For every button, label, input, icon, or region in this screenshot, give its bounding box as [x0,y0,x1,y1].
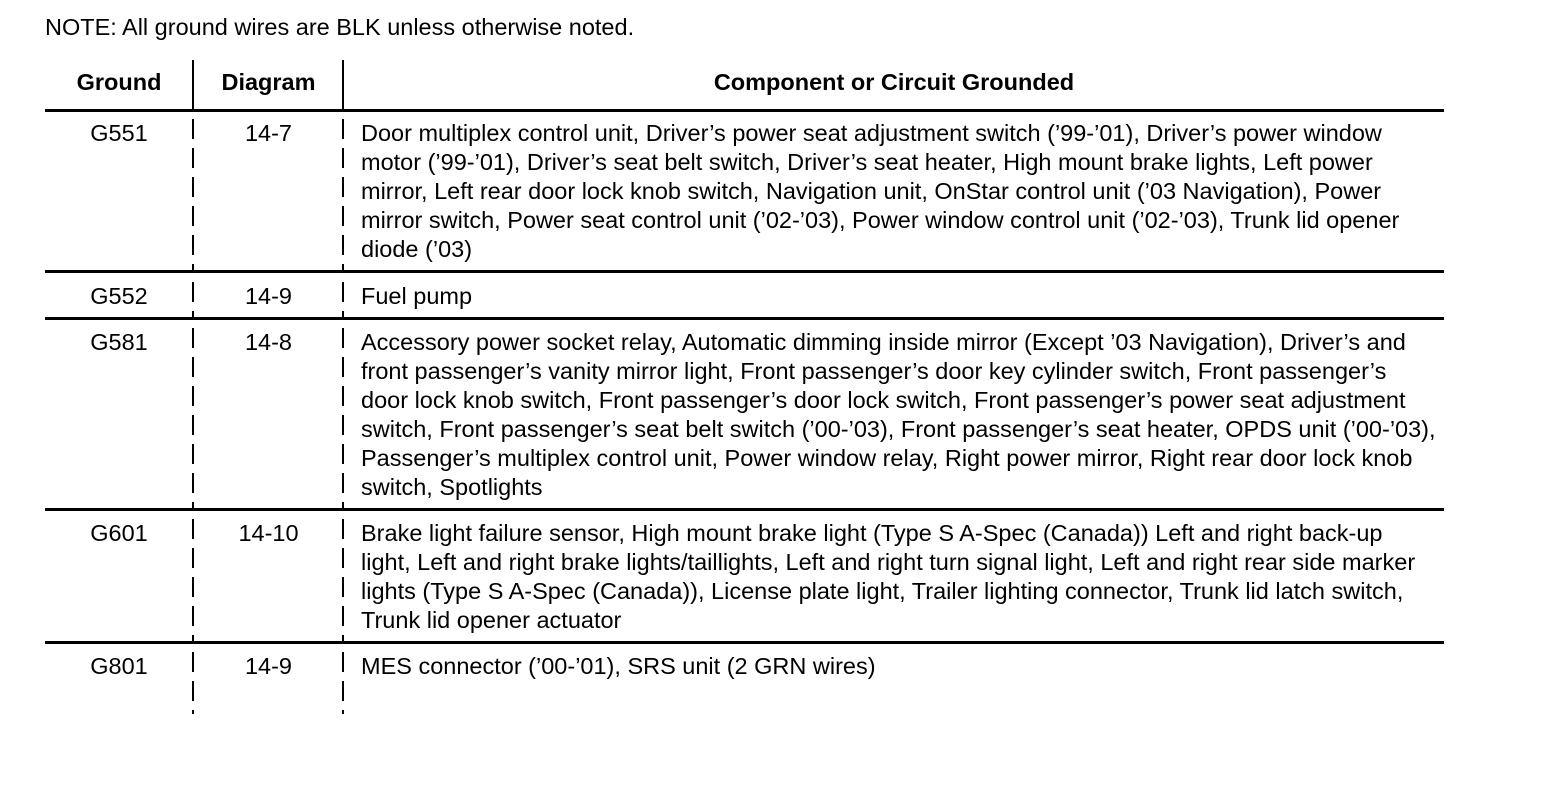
header-rule [45,109,1444,112]
header-ground: Ground [76,69,162,95]
row-3-diagram: 14-8 [244,329,293,355]
header-divider-1 [192,60,194,110]
row-2-ground: G552 [90,283,148,309]
row-4-ground: G601 [90,520,148,546]
header-component: Component or Circuit Grounded [713,69,1075,95]
row-4-diagram: 14-10 [238,520,299,546]
header-divider-2 [342,60,344,110]
row-1-component: Door multiplex control unit, Driver’s power seat adjustment switch (’99-’01), Driver’s power window motor (’99-’01), Driver’s seat belt switch, Driver’s seat heater, High mount brake lights, Left power mirror, Left rear door lock knob switch, Navigation unit, OnStar control unit (’03 Navigation), Power mirror switch, Power seat control unit (’02-’03), Power window control unit (’02-’03), Trunk lid opener diode (’03) [361,120,1400,262]
row-rule [45,641,1444,644]
row-5-diagram: 14-9 [244,653,293,679]
header-diagram: Diagram [221,69,316,95]
row-2-diagram: 14-9 [244,283,293,309]
row-1-diagram: 14-7 [244,120,293,146]
row-5-ground: G801 [90,653,148,679]
row-3-component: Accessory power socket relay, Automatic dimming inside mirror (Except ’03 Navigation), Driver’s and front passenger’s vanity mirror light, Front passenger’s door key cylinder switch, Front passenger’s door lock knob switch, Front passenger’s door lock switch, Front passenger’s power seat adjustment switch, Front passenger’s seat belt switch (’00-’03), Front passenger’s seat heater, OPDS unit (’00-’03), Passenger’s multiplex control unit, Power window relay, Right power mirror, Right rear door lock knob switch, Spotlights [361,329,1436,500]
row-3-ground: G581 [90,329,148,355]
row-rule [45,270,1444,273]
note-text: NOTE: All ground wires are BLK unless otherwise noted. [45,14,635,40]
row-4-component: Brake light failure sensor, High mount brake light (Type S A-Spec (Canada)) Left and right back-up light, Left and right brake lights/taillights, Left and right turn signal light, Left and right rear side marker lights (Type S A-Spec (Canada)), License plate light, Trailer lighting connector, Trunk lid latch switch, Trunk lid opener actuator [361,520,1416,633]
row-5-component: MES connector (’00-’01), SRS unit (2 GRN wires) [361,653,876,679]
row-rule [45,508,1444,511]
row-rule [45,317,1444,320]
row-1-ground: G551 [90,120,148,146]
row-2-component: Fuel pump [361,283,473,309]
